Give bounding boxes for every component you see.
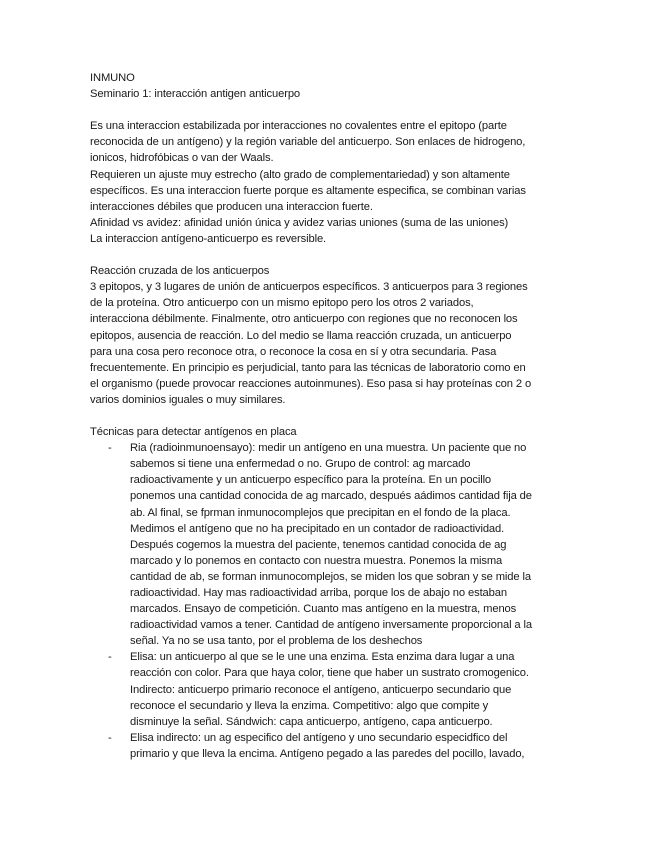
text-line: el organismo (puede provocar reacciones autoinmunes). Eso pasa si hay proteínas con 2 o: [90, 377, 532, 390]
text-line: sabemos si tiene una enfermedad o no. Grupo de control: ag marcado: [130, 458, 471, 471]
technique-text: [130, 440, 567, 649]
cross-reaction-heading: Reacción cruzada de los anticuerpos: [90, 265, 270, 278]
text-line: Indirecto: anticuerpo primario reconoce el antígeno, anticuerpo secundario que: [130, 683, 512, 696]
text-line: Elisa indirecto: un ag especifico del antígeno y uno secundario especidfico del: [130, 731, 508, 744]
technique-item: [90, 440, 567, 649]
text-line: Medimos el antígeno que no ha precipitado en un contador de radioactividad.: [130, 522, 505, 535]
text-line: epitopos, ausencia de reacción. Lo del medio se llama reacción cruzada, un anticuerpo: [90, 329, 512, 342]
text-line: marcados. Ensayo de competición. Cuanto mas antígeno en la muestra, menos: [130, 603, 517, 616]
technique-item: [90, 649, 567, 729]
text-line: varios dominios iguales o muy similares.: [90, 393, 286, 406]
text-line: radioactivamente y un anticuerpo específico para la proteína. En un pocillo: [130, 474, 492, 487]
course-title: INMUNO: [90, 72, 135, 84]
seminar-title: Seminario 1: interacción antigen anticuerpo: [90, 88, 301, 101]
techniques-list: [90, 440, 567, 762]
blank-line: [90, 408, 567, 424]
text-line: reconocida de un antígeno) y la región variable del anticuerpo. Son enlaces de hidrogeno,: [90, 136, 526, 149]
text-line: Es una interaccion estabilizada por interacciones no covalentes entre el epitopo (parte: [90, 120, 507, 133]
text-line: reconoce el secundario y lleva la enzima. Competitivo: algo que compite y: [130, 699, 489, 712]
cross-reaction-paragraph: [90, 279, 567, 408]
text-line: Ria (radioinmunoensayo): medir un antígeno en una muestra. Un paciente que no: [130, 442, 527, 455]
bullet-dash: -: [108, 442, 112, 455]
text-line: ab. Al final, se fprman inmunocomplejos que precipitan en el fondo de la placa.: [130, 506, 511, 519]
techniques-heading: Técnicas para detectar antígenos en placa: [90, 426, 297, 439]
technique-item: [90, 730, 567, 762]
text-line: señal. Ya no se usa tanto, por el problema de los deshechos: [130, 635, 423, 648]
text-line: interacciones débiles que producen una interaccion fuerte.: [90, 200, 373, 213]
text-line: primario y que lleva la encima. Antígeno pegado a las paredes del pocillo, lavado,: [130, 747, 525, 760]
text-line: para una cosa pero reconoce otra, o reconoce la cosa en sí y otra secundaria. Pasa: [90, 345, 497, 358]
text-line: radioactividad vamos a tener. Cantidad de antígeno inversamente proporcional a la: [130, 619, 532, 632]
text-line: ionicos, hidrofóbicas o van der Waals.: [90, 152, 274, 165]
text-line: de la proteína. Otro anticuerpo con un mismo epitopo pero los otros 2 variados,: [90, 297, 474, 310]
text-line: Después cogemos la muestra del paciente, tenemos cantidad conocida de ag: [130, 538, 507, 551]
blank-line: [90, 102, 567, 118]
text-line: disminuye la señal. Sándwich: capa anticuerpo, antígeno, capa anticuerpo.: [130, 715, 493, 728]
text-line: marcado y lo ponemos en contacto con nuestra muestra. Ponemos la misma: [130, 554, 503, 567]
text-line: interacciona débilmente. Finalmente, otro anticuerpo con regiones que no reconocen los: [90, 313, 518, 326]
text-line: reacción con color. Para que haya color, tiene que haber un sustrato cromogenico.: [130, 667, 529, 680]
text-line: Elisa: un anticuerpo al que se le une una enzima. Esta enzima dara lugar a una: [130, 651, 515, 664]
text-line: 3 epitopos, y 3 lugares de unión de anticuerpos específicos. 3 anticuerpos para 3 regiones: [90, 281, 528, 294]
text-line: frecuentemente. En principio es perjudicial, tanto para las técnicas de laboratorio como en: [90, 361, 526, 374]
text-line: específicos. Es una interaccion fuerte porque es altamente especifica, se combinan varias: [90, 184, 526, 197]
blank-line: [90, 247, 567, 263]
intro-paragraph: [90, 118, 567, 247]
technique-text: [130, 730, 567, 762]
text-line: cantidad de ab, se forman inmunocomplejos, se miden los que sobran y se mide la: [130, 570, 531, 583]
bullet-dash: -: [108, 731, 112, 744]
technique-text: [130, 649, 567, 729]
text-line: Requieren un ajuste muy estrecho (alto grado de complementariedad) y son altamente: [90, 168, 510, 181]
text-line: ponemos una cantidad conocida de ag marcado, después aádimos cantidad fija de: [130, 490, 532, 503]
text-line: radioactividad. Hay mas radioactividad arriba, porque los de abajo no estaban: [130, 587, 507, 599]
text-line: Afinidad vs avidez: afinidad unión única y avidez varias uniones (suma de las uniones): [90, 216, 509, 229]
text-line: La interaccion antígeno-anticuerpo es reversible.: [90, 232, 327, 245]
bullet-dash: -: [108, 651, 112, 664]
